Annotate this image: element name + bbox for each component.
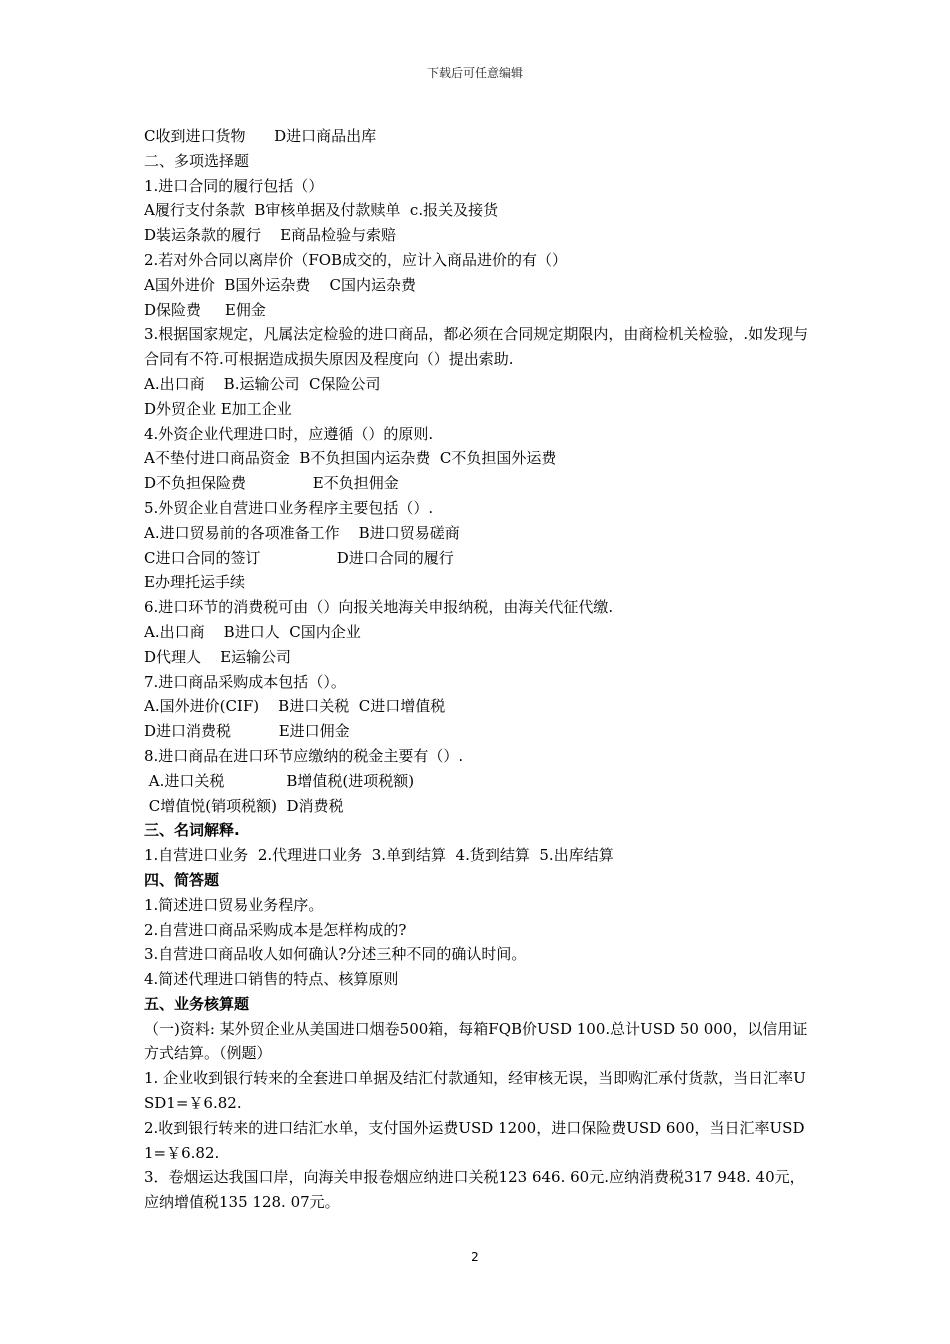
option-line: D代理人 E运输公司 [144, 647, 292, 666]
question: 3.自营进口商品收人如何确认?分述三种不同的确认时间。 [144, 945, 527, 964]
paragraph: 2.收到银行转来的进口结汇水单，支付国外运费USD 1200，进口保险费USD 600，当日汇率USD1=￥6.82. [144, 1118, 805, 1162]
option-line: A履行支付条款 B审核单据及付款赎单 c.报关及接货 [144, 201, 499, 220]
section-heading: 二、多项选择题 [144, 151, 250, 170]
text-line: C收到进口货物 D进口商品出库 [144, 127, 377, 145]
option-line: A.出口商 B.运输公司 C保险公司 [144, 374, 381, 393]
document-body [144, 124, 810, 1215]
question: 6.进口环节的消费税可由（）向报关地海关申报纳税，由海关代征代缴. [144, 598, 614, 617]
page-number: 2 [471, 1250, 479, 1264]
section-heading: 四、简答题 [144, 870, 220, 889]
question: 2.若对外合同以离岸价（FOB成交的，应计入商品进价的有（） [144, 250, 568, 269]
option-line: A.进口贸易前的各项准备工作 B进口贸易磋商 [144, 523, 460, 542]
option-line: A.国外进价(CIF) B进口关税 C进口增值税 [144, 697, 446, 716]
paragraph: 3．卷烟运达我国口岸，向海关申报卷烟应纳进口关税123 646. 60元.应纳消费税317 948. 40元，应纳增值税135 128. 07元。 [144, 1168, 805, 1212]
option-line: E办理托运手续 [144, 573, 245, 592]
option-line: D保险费 E佣金 [144, 300, 266, 319]
option-line: D装运条款的履行 E商品检验与索赔 [144, 226, 397, 245]
paragraph: （一)资料: 某外贸企业从美国进口烟卷500箱，每箱FQB价USD 100.总计USD 50 000，以信用证方式结算。（例题） [144, 1019, 808, 1063]
option-line: D不负担保险费 E不负担佣金 [144, 474, 399, 493]
section-heading: 五、业务核算题 [144, 994, 250, 1013]
question: 7.进口商品采购成本包括（）。 [144, 672, 346, 691]
option-line: C增值悦(销项税额) D消费税 [144, 796, 344, 815]
page-header: 下载后可任意编辑 [426, 66, 523, 80]
option-line: C进口合同的签订 D进口合同的履行 [144, 548, 454, 567]
question: 4.简述代理进口销售的特点、核算原则 [144, 970, 399, 989]
question: 3.根据国家规定，凡属法定检验的进口商品，都必须在合同规定期限内，由商检机关检验，.如发现与合同有不符.可根据造成损失原因及程度向（）提出索助. [144, 325, 809, 369]
option-line: A国外进价 B国外运杂费 C国内运杂费 [144, 275, 416, 294]
question: 4.外资企业代理进口时，应遵循（）的原则. [144, 424, 434, 443]
option-line: A.出口商 B进口人 C国内企业 [144, 622, 361, 641]
question: 2.自营进口商品采购成本是怎样构成的? [144, 920, 407, 939]
section-heading: 三、名词解释. [144, 821, 240, 840]
question: 1.进口合同的履行包括（） [144, 176, 324, 195]
option-line: D外贸企业 E加工企业 [144, 399, 292, 418]
option-line: A不垫付进口商品资金 B不负担国内运杂费 C不负担国外运费 [144, 449, 557, 468]
term-list: 1.自营进口业务 2.代理进口业务 3.单到结算 4.货到结算 5.出库结算 [144, 846, 614, 865]
question: 8.进口商品在进口环节应缴纳的税金主要有（）. [144, 746, 464, 765]
paragraph: 1. 企业收到银行转来的全套进口单据及结汇付款通知，经审核无误，当即购汇承付货款，当日汇率USD1=￥6.82. [144, 1069, 806, 1113]
option-line: D进口消费税 E进口佣金 [144, 722, 350, 741]
question: 1.简述进口贸易业务程序。 [144, 895, 324, 914]
question: 5.外贸企业自营进口业务程序主要包括（）. [144, 498, 434, 517]
option-line: A.进口关税 B增值税(进项税额) [144, 771, 415, 790]
